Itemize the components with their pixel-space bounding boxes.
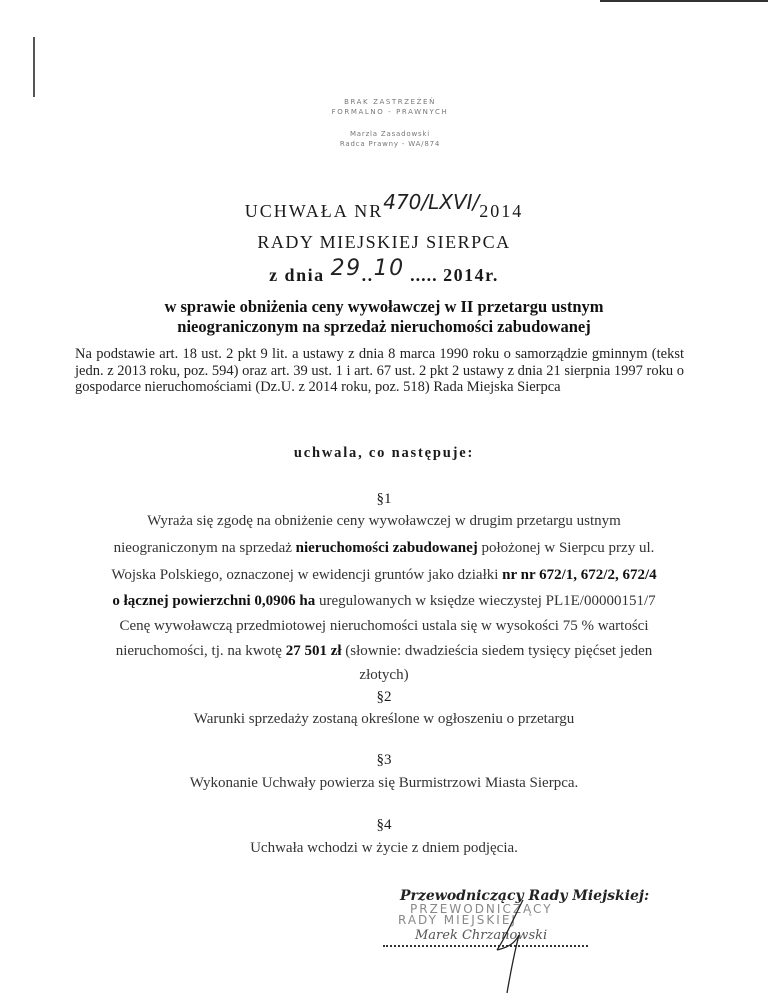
- section-4-text: Uchwała wchodzi w życie z dniem podjęcia.: [250, 840, 518, 856]
- legal-stamp: [250, 98, 530, 148]
- text-run: (słownie: dwadzieścia siedem tysięcy pięćset jeden: [341, 643, 653, 659]
- text-run-bold: nieruchomości zabudowanej: [295, 540, 478, 556]
- text-run-bold: nr nr 672/1, 672/2, 672/4: [502, 567, 657, 583]
- date-year: 2014r.: [443, 265, 499, 285]
- resolution-subject: [0, 297, 768, 337]
- handwritten-signature: [485, 895, 545, 995]
- section-2-text: Warunki sprzedaży zostaną określone w ogłoszeniu o przetargu: [193, 711, 575, 727]
- date-prefix: z dnia: [269, 265, 325, 285]
- handwritten-day: 29: [330, 256, 362, 281]
- title-year: 2014: [479, 201, 524, 221]
- legal-basis-paragraph: Na podstawie art. 18 ust. 2 pkt 9 lit. a ustawy z dnia 8 marca 1990 roku o samorządzie gminnym (tekst jedn. z 2013 roku, poz. 594) oraz art. 39 ust. 1 i art. 67 ust. 2 pkt 2 ustawy z dnia 21 sierpnia 1997 roku o gospodarce nieruchomościami (Dz.U. z 2014 roku, poz. 518) Rada Miejska Sierpca: [75, 346, 684, 395]
- stamp-line: BRAK ZASTRZEŻEŃ: [344, 98, 436, 106]
- text-run: położonej w Sierpcu przy ul.: [477, 540, 655, 556]
- section-3-heading: §3: [376, 752, 392, 768]
- stamp-line: FORMALNO - PRAWNYCH: [331, 108, 449, 116]
- title-prefix: UCHWAŁA NR: [244, 201, 384, 221]
- scan-edge-mark-top: [600, 0, 768, 2]
- section-2-heading: §2: [376, 689, 392, 705]
- section-1-line: [0, 567, 768, 584]
- text-run-bold: 27 501 zł: [285, 643, 342, 659]
- section-1-line: [0, 540, 768, 557]
- section-1-line: Wyraża się zgodę na obniżenie ceny wywoławczej w drugim przetargu ustnym: [147, 513, 621, 529]
- text-run: uregulowanych w księdze wieczystej PL1E/00000151/7: [315, 593, 656, 609]
- text-run-bold: o łącznej powierzchni 0,0906 ha: [112, 593, 316, 609]
- handwritten-month: 10: [373, 256, 405, 281]
- chair-stamp-line2: RADY MIEJSKIEJ: [398, 913, 517, 927]
- date-dots: ..: [361, 265, 374, 285]
- stamp-line: Radca Prawny - WA/874: [339, 140, 441, 148]
- subject-line: w sprawie obniżenia ceny wywoławczej w II przetargu ustnym: [164, 297, 604, 316]
- text-run: Wojska Polskiego, oznaczonej w ewidencji gruntów jako działki: [111, 567, 503, 583]
- text-run: nieruchomości, tj. na kwotę: [115, 643, 286, 659]
- resolution-title: [0, 190, 768, 222]
- section-4-heading: §4: [376, 817, 392, 833]
- resolution-date: z dnia 29..10 ..... 2014r.: [269, 256, 499, 285]
- section-3-text: Wykonanie Uchwały powierza się Burmistrzowi Miasta Sierpca.: [189, 775, 579, 791]
- section-1-line: [0, 593, 768, 610]
- section-1-line: złotych): [359, 667, 409, 683]
- scan-edge-mark: [33, 37, 35, 97]
- section-1-line: Cenę wywoławczą przedmiotowej nieruchomości ustala się w wysokości 75 % wartości: [119, 618, 649, 634]
- stamp-line: Marzla Zasadowski: [349, 130, 431, 138]
- resolves-heading: uchwala, co następuje:: [293, 445, 475, 461]
- subject-line: nieograniczonym na sprzedaż nieruchomości zabudowanej: [177, 317, 591, 336]
- chair-title-italic: Przewodniczący Rady Miejskiej:: [400, 888, 650, 904]
- handwritten-number: 470/LXVI/: [383, 190, 480, 214]
- chair-stamp-line1: PRZEWODNICZĄCY: [410, 902, 553, 916]
- section-1-line: [0, 643, 768, 660]
- text-run: nieograniczonym na sprzedaż: [113, 540, 296, 556]
- council-name: RADY MIEJSKIEJ SIERPCA: [257, 232, 511, 252]
- chair-name: Marek Chrzanowski: [415, 928, 548, 943]
- section-1-heading: §1: [376, 491, 392, 507]
